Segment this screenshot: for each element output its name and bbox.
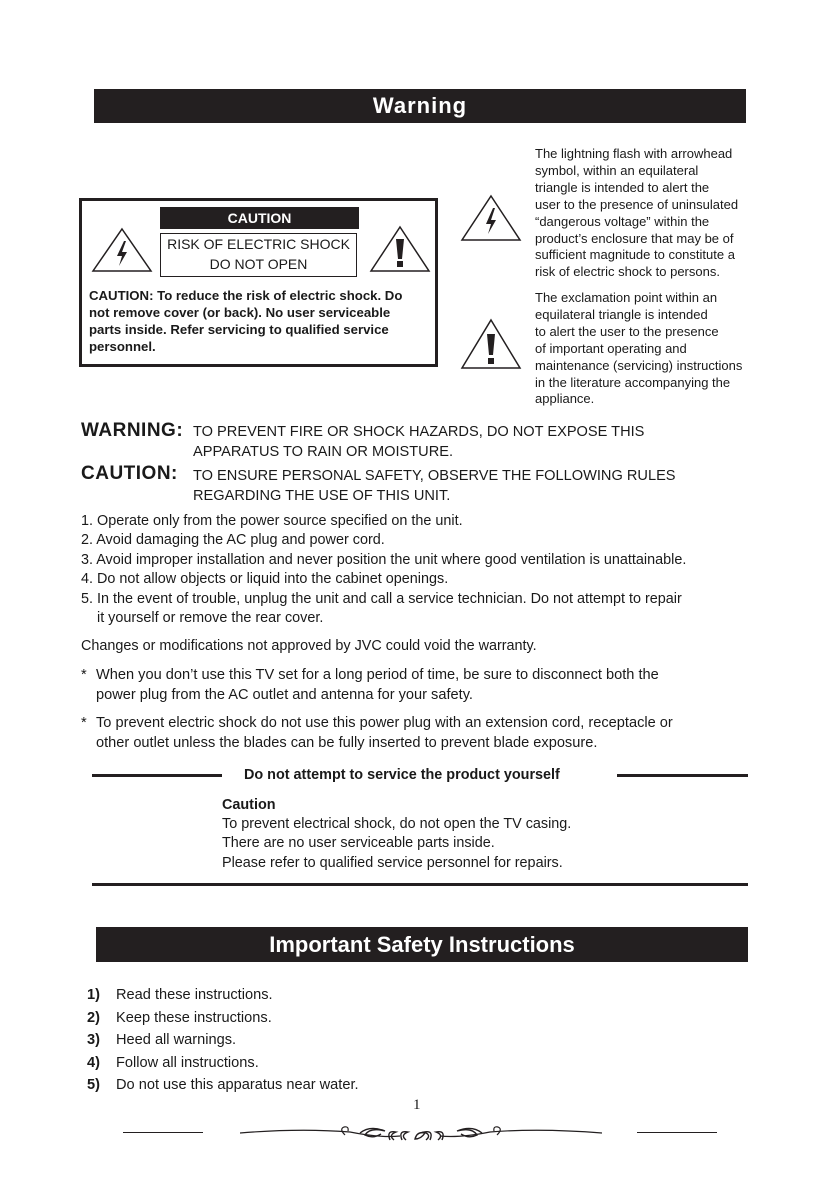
caution-label-text: CAUTION bbox=[227, 210, 292, 226]
safety-item-text: Heed all warnings. bbox=[116, 1032, 237, 1049]
note-1 bbox=[81, 666, 781, 705]
desc-line: product’s enclosure that may be of bbox=[535, 230, 734, 246]
desc-line: risk of electric shock to persons. bbox=[535, 264, 720, 280]
caution-line: REGARDING THE USE OF THIS UNIT. bbox=[193, 488, 451, 504]
note-star: * bbox=[81, 667, 87, 683]
caution-box bbox=[79, 198, 438, 367]
exclamation-warning-icon bbox=[369, 225, 431, 273]
rule-item: 4. Do not allow objects or liquid into the cabinet openings. bbox=[81, 571, 449, 588]
safety-item-number: 2) bbox=[87, 1009, 100, 1026]
rule-item: 5. In the event of trouble, unplug the unit and call a service technician. Do not attempt to repair bbox=[81, 590, 682, 607]
footer-rule-left bbox=[123, 1132, 203, 1133]
exclamation-symbol-icon bbox=[460, 318, 522, 370]
risk-line-2: DO NOT OPEN bbox=[209, 256, 308, 272]
safety-item bbox=[87, 1007, 587, 1030]
desc-line: “dangerous voltage” within the bbox=[535, 213, 710, 229]
service-caution-title: Caution bbox=[222, 797, 276, 813]
service-rule-left bbox=[92, 774, 222, 777]
footer-rule-right bbox=[637, 1132, 717, 1133]
desc-line: to alert the user to the presence bbox=[535, 323, 719, 339]
note-star: * bbox=[81, 715, 87, 731]
service-line: Please refer to qualified service personnel for repairs. bbox=[222, 854, 563, 871]
safety-header bbox=[96, 927, 748, 962]
rule-item: 1. Operate only from the power source specified on the unit. bbox=[81, 513, 463, 529]
desc-line: in the literature accompanying the bbox=[535, 374, 731, 390]
safety-title: Important Safety Instructions bbox=[269, 932, 575, 957]
safety-item-text: Do not use this apparatus near water. bbox=[116, 1077, 359, 1094]
note-line: power plug from the AC outlet and antenna for your safety. bbox=[96, 686, 473, 703]
safety-item-text: Follow all instructions. bbox=[116, 1054, 259, 1071]
warning-header bbox=[94, 89, 746, 123]
safety-item-number: 1) bbox=[87, 987, 100, 1003]
note-line: To prevent electric shock do not use this power plug with an extension cord, receptacle or bbox=[96, 715, 673, 731]
caution-text-line: personnel. bbox=[89, 339, 156, 354]
service-rule-right bbox=[617, 774, 748, 777]
caution-text bbox=[89, 287, 434, 355]
exclamation-symbol-description bbox=[535, 290, 775, 408]
service-caution bbox=[222, 796, 642, 873]
risk-line-1: RISK OF ELECTRIC SHOCK bbox=[167, 236, 350, 252]
lightning-symbol-icon bbox=[460, 194, 522, 242]
desc-line: The exclamation point within an bbox=[535, 290, 718, 305]
service-line: There are no user serviceable parts inside. bbox=[222, 835, 495, 852]
desc-line: equilateral triangle is intended bbox=[535, 306, 708, 322]
note-line: other outlet unless the blades can be fully inserted to prevent blade exposure. bbox=[96, 734, 598, 751]
desc-line: symbol, within an equilateral bbox=[535, 162, 699, 178]
page-number: 1 bbox=[413, 1097, 421, 1113]
rule-item: it yourself or remove the rear cover. bbox=[81, 610, 324, 627]
lightning-symbol-description bbox=[535, 146, 767, 281]
safety-item bbox=[87, 1052, 587, 1075]
service-rule-bottom bbox=[92, 883, 748, 886]
safety-list bbox=[87, 984, 587, 1097]
caution-line: TO ENSURE PERSONAL SAFETY, OBSERVE THE FOLLOWING RULES bbox=[193, 468, 676, 484]
desc-line: The lightning flash with arrowhead bbox=[535, 146, 733, 161]
safety-item-number: 4) bbox=[87, 1054, 100, 1071]
warning-line: TO PREVENT FIRE OR SHOCK HAZARDS, DO NOT EXPOSE THIS bbox=[193, 424, 645, 440]
rule-item: 2. Avoid damaging the AC plug and power cord. bbox=[81, 532, 385, 549]
desc-line: sufficient magnitude to constitute a bbox=[535, 247, 735, 263]
footer-ornament-icon bbox=[240, 1120, 602, 1146]
warning-line: APPARATUS TO RAIN OR MOISTURE. bbox=[193, 444, 454, 460]
rules-list bbox=[81, 512, 801, 628]
risk-of-shock-box bbox=[160, 233, 357, 277]
note-2 bbox=[81, 714, 781, 753]
desc-line: user to the presence of uninsulated bbox=[535, 196, 739, 212]
safety-item-number: 5) bbox=[87, 1077, 100, 1094]
desc-line: triangle is intended to alert the bbox=[535, 179, 710, 195]
desc-line: of important operating and bbox=[535, 340, 687, 356]
safety-item-text: Keep these instructions. bbox=[116, 1009, 272, 1026]
service-heading: Do not attempt to service the product yourself bbox=[244, 767, 560, 783]
rule-item: 3. Avoid improper installation and never position the unit where good ventilation is unattainable. bbox=[81, 551, 687, 568]
caution-text-line: not remove cover (or back). No user serviceable bbox=[89, 305, 391, 320]
caution-statement-label: CAUTION: bbox=[81, 463, 178, 484]
warning-title: Warning bbox=[372, 93, 468, 118]
safety-item bbox=[87, 1029, 587, 1052]
safety-item-number: 3) bbox=[87, 1032, 100, 1049]
changes-note: Changes or modifications not approved by JVC could void the warranty. bbox=[81, 638, 537, 654]
caution-label bbox=[160, 207, 359, 229]
warning-label: WARNING: bbox=[81, 420, 184, 441]
safety-item bbox=[87, 1074, 587, 1097]
note-line: When you don’t use this TV set for a long period of time, be sure to disconnect both the bbox=[96, 667, 659, 683]
safety-item-text: Read these instructions. bbox=[116, 987, 273, 1003]
caution-text-line: parts inside. Refer servicing to qualified service bbox=[89, 322, 389, 337]
safety-item bbox=[87, 984, 587, 1007]
service-line: To prevent electrical shock, do not open the TV casing. bbox=[222, 816, 572, 833]
desc-line: appliance. bbox=[535, 391, 595, 407]
desc-line: maintenance (servicing) instructions bbox=[535, 357, 743, 373]
lightning-warning-icon bbox=[91, 227, 153, 273]
caution-text-line: CAUTION: To reduce the risk of electric shock. Do bbox=[89, 288, 403, 303]
